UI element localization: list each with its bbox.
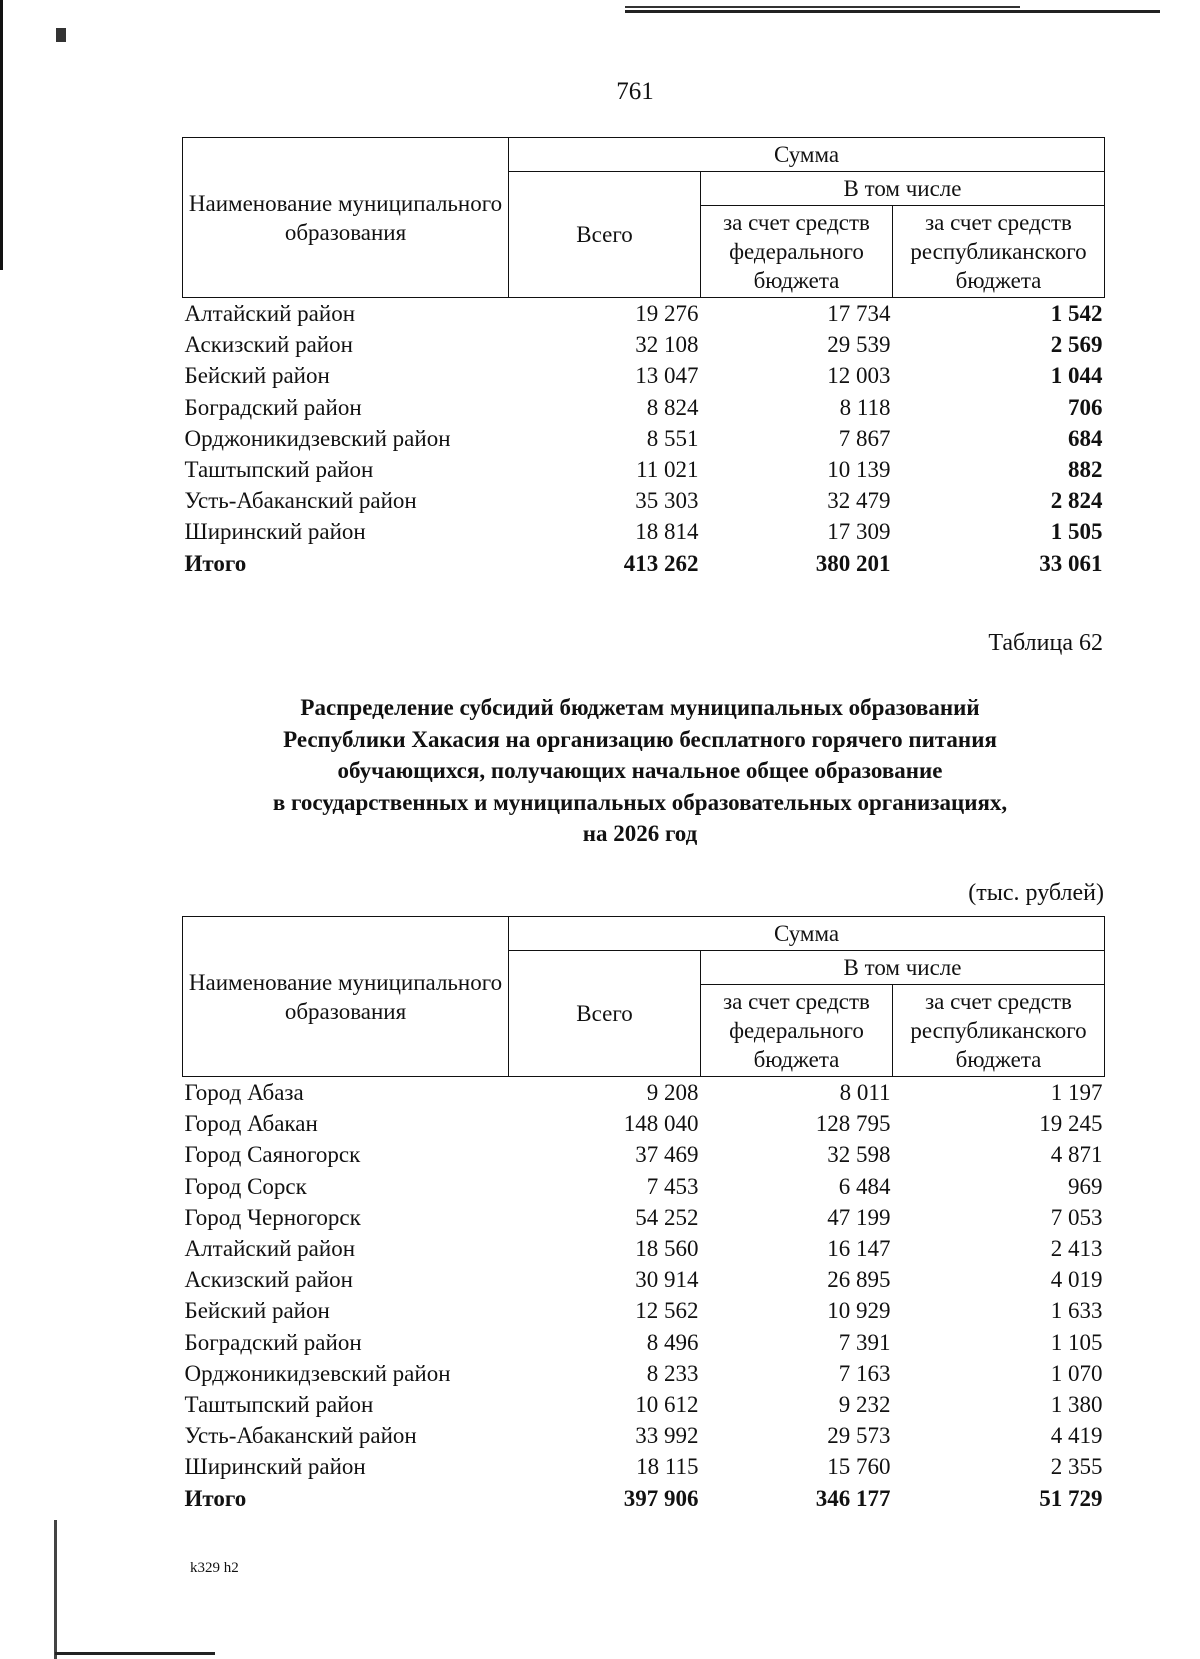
- row-federal: 9 232: [838, 1392, 891, 1418]
- row-name: Боградский район: [184, 1329, 362, 1355]
- row-total: 37 469: [635, 1142, 699, 1168]
- table-row: [183, 298, 1105, 330]
- table-row: [183, 423, 1105, 454]
- row-republican: 1 044: [1050, 363, 1103, 389]
- row-federal: 17 734: [827, 301, 891, 326]
- row-republican: 1 070: [1050, 1360, 1103, 1386]
- row-total: 33 992: [635, 1423, 699, 1449]
- table-row: [183, 1451, 1105, 1482]
- row-republican: 969: [1068, 1173, 1103, 1199]
- table-row: [183, 1202, 1105, 1233]
- row-total: 18 560: [635, 1236, 699, 1262]
- scan-edge-line: [54, 1520, 57, 1659]
- row-republican: 4 871: [1050, 1142, 1103, 1168]
- row-total: 54 252: [635, 1204, 699, 1230]
- row-republican: 1 380: [1050, 1392, 1103, 1418]
- row-federal: 16 147: [827, 1236, 891, 1262]
- row-total: 8 551: [646, 425, 699, 451]
- table-row: [183, 1233, 1105, 1264]
- row-name: Город Абаза: [184, 1080, 304, 1105]
- row-republican: 1 505: [1050, 519, 1103, 545]
- row-federal: 15 760: [827, 1454, 891, 1480]
- header-federal: за счет средств федерального бюджета: [701, 206, 893, 298]
- row-republican: 33 061: [1039, 550, 1103, 576]
- table-row: [183, 1264, 1105, 1295]
- scan-edge-line: [0, 0, 3, 270]
- row-total: 35 303: [635, 488, 699, 514]
- row-republican: 51 729: [1039, 1485, 1103, 1511]
- units-label: (тыс. рублей): [968, 880, 1104, 906]
- row-name: Бейский район: [184, 363, 330, 389]
- row-republican: 684: [1068, 425, 1103, 451]
- title-line: на 2026 год: [582, 821, 698, 846]
- row-federal: 17 309: [827, 519, 891, 545]
- table-body: [183, 298, 1105, 579]
- row-republican: 706: [1068, 394, 1103, 420]
- row-republican: 7 053: [1050, 1204, 1103, 1230]
- row-total: 18 814: [635, 519, 699, 545]
- title-line: в государственных и муниципальных образовательных организациях,: [272, 789, 1008, 815]
- row-total: 413 262: [623, 550, 699, 576]
- scan-edge-line: [625, 6, 1020, 8]
- row-republican: 4 419: [1050, 1423, 1103, 1449]
- table-row: [183, 1077, 1105, 1109]
- header-total: Всего: [509, 172, 701, 298]
- row-name: Город Черногорск: [184, 1204, 361, 1230]
- table-row: [183, 1420, 1105, 1451]
- row-name: Таштыпский район: [184, 457, 374, 483]
- row-name: Бейский район: [184, 1298, 330, 1324]
- title-line: Республики Хакасия на организацию бесплатного горячего питания: [283, 726, 997, 752]
- row-republican: 2 824: [1050, 488, 1103, 514]
- row-name: Боградский район: [184, 394, 362, 420]
- row-federal: 32 479: [827, 488, 891, 514]
- header-sum: Сумма: [509, 917, 1105, 951]
- header-name: Наименование муниципального образования: [183, 917, 509, 1077]
- row-name: Таштыпский район: [184, 1392, 374, 1418]
- table-row: [183, 360, 1105, 391]
- table-row: [183, 454, 1105, 485]
- row-total: 397 906: [623, 1485, 699, 1511]
- header-republican: за счет средств республиканского бюджета: [893, 206, 1105, 298]
- row-federal: 32 598: [827, 1142, 891, 1168]
- row-total: 8 233: [646, 1360, 699, 1386]
- row-name: Город Сорск: [184, 1173, 307, 1199]
- row-republican: 19 245: [1039, 1111, 1103, 1137]
- row-republican: 1 633: [1050, 1298, 1103, 1324]
- row-republican: 1 197: [1050, 1080, 1103, 1105]
- title-line: Распределение субсидий бюджетам муниципальных образований: [300, 695, 980, 720]
- header-total: Всего: [509, 951, 701, 1077]
- table-total-row: [183, 548, 1105, 579]
- row-republican: 882: [1068, 457, 1103, 483]
- scan-edge-line: [55, 1652, 215, 1655]
- header-federal: за счет средств федерального бюджета: [701, 985, 893, 1077]
- row-name: Итого: [184, 1485, 247, 1511]
- row-federal: 6 484: [838, 1173, 891, 1199]
- row-name: Аскизский район: [184, 1267, 353, 1293]
- table-row: [183, 1108, 1105, 1139]
- header-including: В том числе: [701, 172, 1105, 206]
- row-name: Алтайский район: [184, 1236, 356, 1262]
- row-name: Усть-Абаканский район: [184, 1423, 417, 1449]
- scan-mark: [56, 28, 66, 42]
- row-total: 30 914: [635, 1267, 699, 1293]
- header-name: Наименование муниципального образования: [183, 138, 509, 298]
- row-federal: 26 895: [827, 1267, 891, 1293]
- row-total: 9 208: [646, 1080, 699, 1105]
- row-federal: 47 199: [827, 1204, 891, 1230]
- row-total: 10 612: [635, 1392, 699, 1418]
- row-total: 32 108: [635, 332, 699, 358]
- row-total: 148 040: [623, 1111, 699, 1137]
- row-total: 8 496: [646, 1329, 699, 1355]
- table-title: [150, 692, 1130, 850]
- subsidy-table-2026: [182, 916, 1105, 1514]
- header-sum: Сумма: [509, 138, 1105, 172]
- table-row: [183, 1139, 1105, 1170]
- row-republican: 1 105: [1050, 1329, 1103, 1355]
- subsidy-table-continuation: [182, 137, 1105, 579]
- row-federal: 10 929: [827, 1298, 891, 1324]
- row-federal: 7 163: [838, 1360, 891, 1386]
- row-federal: 7 867: [838, 425, 891, 451]
- row-total: 8 824: [646, 394, 699, 420]
- row-name: Город Абакан: [184, 1111, 318, 1137]
- row-name: Ширинский район: [184, 1454, 366, 1480]
- table-row: [183, 392, 1105, 423]
- row-federal: 8 011: [839, 1080, 891, 1105]
- table-body: [183, 1077, 1105, 1514]
- table-row: [183, 1358, 1105, 1389]
- table-row: [183, 1295, 1105, 1326]
- scan-edge-line: [625, 10, 1160, 13]
- row-name: Аскизский район: [184, 332, 353, 358]
- row-federal: 12 003: [827, 363, 891, 389]
- row-total: 19 276: [635, 301, 699, 326]
- row-name: Ширинский район: [184, 519, 366, 545]
- row-name: Алтайский район: [184, 301, 356, 326]
- row-federal: 380 201: [815, 550, 891, 576]
- table-row: [183, 329, 1105, 360]
- row-name: Усть-Абаканский район: [184, 488, 417, 514]
- row-republican: 1 542: [1050, 301, 1103, 326]
- row-federal: 10 139: [827, 457, 891, 483]
- row-total: 11 021: [636, 457, 699, 483]
- table-row: [183, 1171, 1105, 1202]
- table-row: [183, 1327, 1105, 1358]
- table-row: [183, 1389, 1105, 1420]
- header-republican: за счет средств республиканского бюджета: [893, 985, 1105, 1077]
- row-republican: 4 019: [1050, 1267, 1103, 1293]
- row-federal: 29 573: [827, 1423, 891, 1449]
- header-including: В том числе: [701, 951, 1105, 985]
- page-number: 761: [616, 78, 654, 105]
- row-republican: 2 569: [1050, 332, 1103, 358]
- row-republican: 2 355: [1050, 1454, 1103, 1480]
- row-name: Итого: [184, 550, 247, 576]
- row-federal: 346 177: [815, 1485, 891, 1511]
- footer-code: k329 h2: [190, 1560, 239, 1576]
- title-line: обучающихся, получающих начальное общее образование: [337, 758, 943, 783]
- row-total: 7 453: [646, 1173, 699, 1199]
- row-name: Город Саяногорск: [184, 1142, 361, 1168]
- table-total-row: [183, 1483, 1105, 1514]
- row-republican: 2 413: [1050, 1236, 1103, 1262]
- row-name: Орджоникидзевский район: [184, 425, 451, 451]
- row-federal: 29 539: [827, 332, 891, 358]
- row-federal: 7 391: [838, 1329, 891, 1355]
- row-total: 18 115: [636, 1454, 699, 1480]
- row-federal: 8 118: [839, 394, 891, 420]
- row-total: 12 562: [635, 1298, 699, 1324]
- table-row: [183, 485, 1105, 516]
- row-total: 13 047: [635, 363, 699, 389]
- row-federal: 128 795: [815, 1111, 891, 1137]
- table-row: [183, 516, 1105, 547]
- table-label: Таблица 62: [988, 630, 1103, 656]
- row-name: Орджоникидзевский район: [184, 1360, 451, 1386]
